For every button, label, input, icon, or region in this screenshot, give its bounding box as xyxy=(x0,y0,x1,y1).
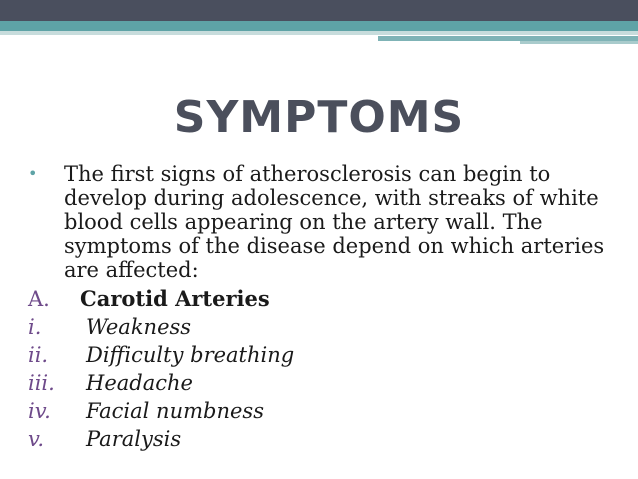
header-bar-dark xyxy=(0,0,638,21)
header-bar-teal xyxy=(0,21,638,31)
list-item-text: Difficulty breathing xyxy=(86,343,295,367)
section-label: Carotid Arteries xyxy=(80,286,270,311)
list-item-marker: i. xyxy=(28,315,42,339)
section-heading xyxy=(28,285,608,313)
list-item-text: Headache xyxy=(86,371,193,395)
header-accent-bar-thin xyxy=(520,41,638,44)
slide-body xyxy=(28,162,608,453)
bullet-paragraph xyxy=(28,162,608,282)
list-item xyxy=(28,313,608,341)
list-item-text: Weakness xyxy=(86,315,192,339)
bullet-icon: • xyxy=(28,164,38,183)
list-item-marker: iv. xyxy=(28,399,51,423)
list-item xyxy=(28,425,608,453)
header-bar-light xyxy=(0,31,638,35)
list-item-marker: v. xyxy=(28,427,45,451)
list-item-marker: iii. xyxy=(28,371,55,395)
list-item xyxy=(28,369,608,397)
list-item-text: Paralysis xyxy=(86,427,182,451)
list-item xyxy=(28,397,608,425)
list-item-text: Facial numbness xyxy=(86,399,264,423)
section-marker: A. xyxy=(28,287,50,311)
list-item xyxy=(28,341,608,369)
list-item-marker: ii. xyxy=(28,343,49,367)
slide-title: SYMPTOMS xyxy=(173,92,465,143)
bullet-text: The first signs of atherosclerosis can begin to develop during adolescence, with streaks of white blood cells appearing on the artery wall. The symptoms of the disease depend on which arteries are affected: xyxy=(64,162,605,282)
